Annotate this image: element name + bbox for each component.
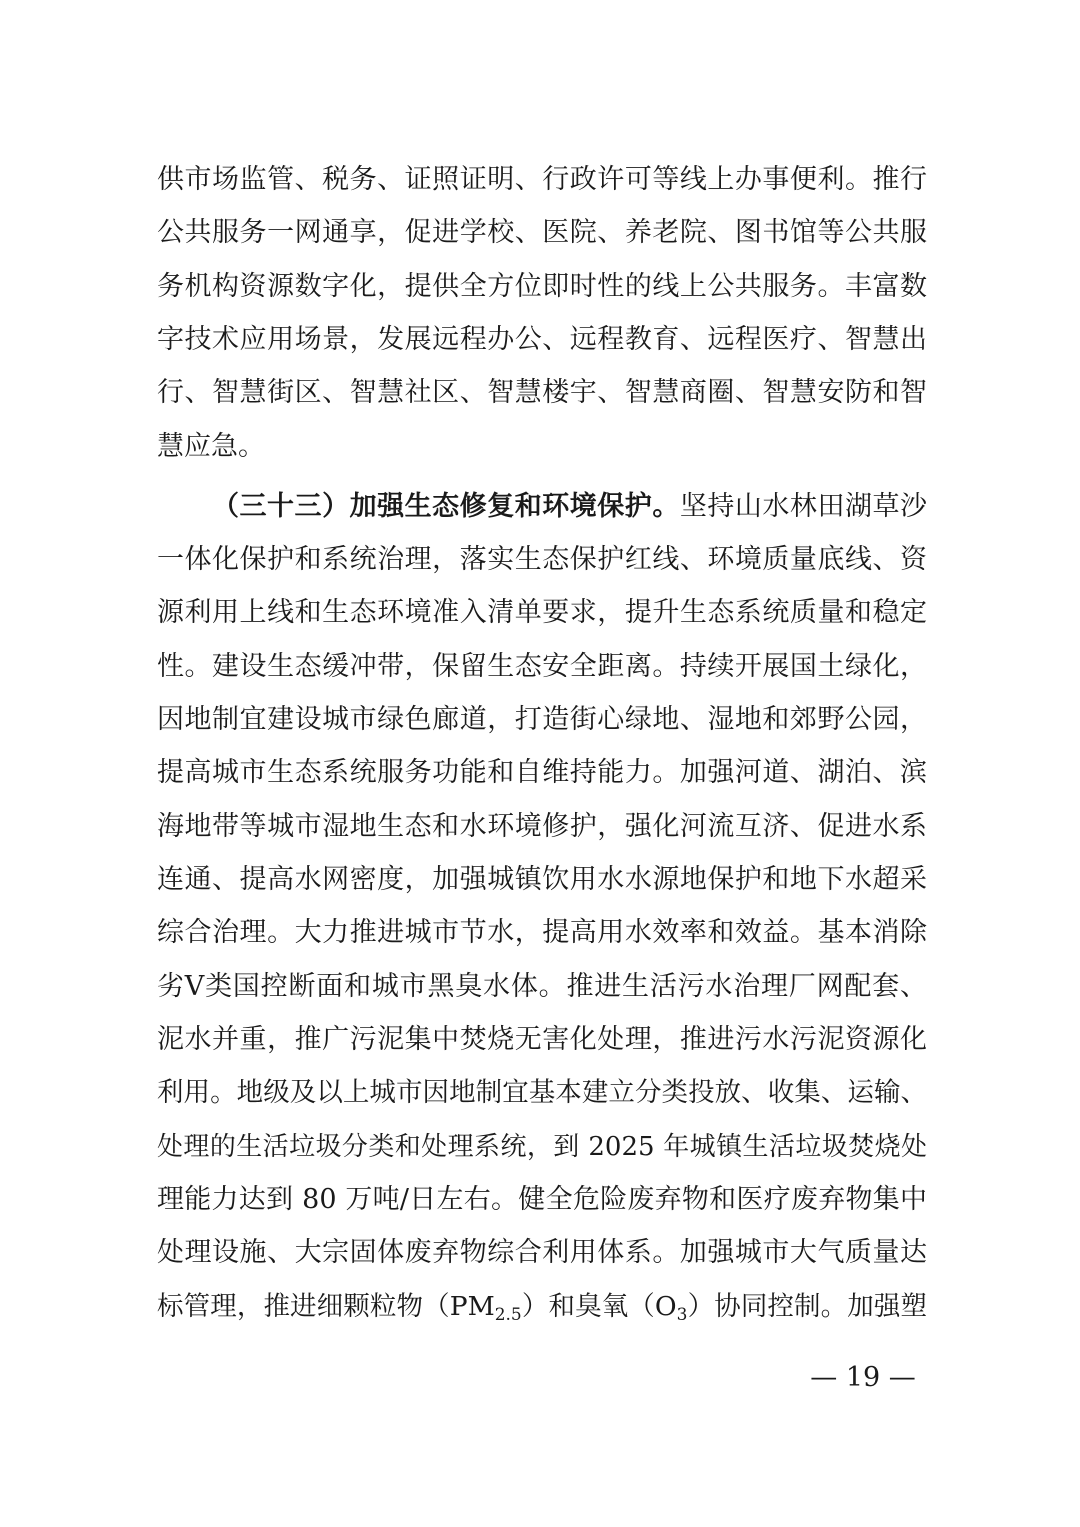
paragraph-2-line-1-rest: 坚持山水林田湖草沙	[679, 491, 928, 522]
last-line-part-3: ）协同控制。加强塑	[687, 1291, 927, 1322]
paragraph-2-line-13: 处理的生活垃圾分类和处理系统，到 2025 年城镇生活垃圾焚烧处	[157, 1132, 927, 1162]
page-number: — 19 —	[810, 1362, 916, 1393]
paragraph-1-line-4: 字技术应用场景，发展远程办公、远程教育、远程医疗、智慧出	[157, 324, 927, 355]
paragraph-2-line-12: 利用。地级及以上城市因地制宜基本建立分类投放、收集、运输、	[157, 1077, 927, 1108]
ozone-subscript: 3	[676, 1305, 688, 1325]
paragraph-1-line-1: 供市场监管、税务、证照证明、行政许可等线上办事便利。推行	[157, 164, 927, 195]
paragraph-2-line-9: 综合治理。大力推进城市节水，提高用水效率和效益。基本消除	[157, 917, 927, 948]
paragraph-2-line-4: 性。建设生态缓冲带，保留生态安全距离。持续开展国土绿化，	[157, 651, 927, 682]
paragraph-2-line-14: 理能力达到 80 万吨/日左右。健全危险废弃物和医疗废弃物集中	[157, 1184, 927, 1215]
paragraph-2-line-6: 提高城市生态系统服务功能和自维持能力。加强河道、湖泊、滨	[157, 757, 927, 788]
paragraph-2-line-10: 劣Ⅴ类国控断面和城市黑臭水体。推进生活污水治理厂网配套、	[157, 971, 927, 1002]
section-heading: （三十三）加强生态修复和环境保护。	[212, 491, 680, 522]
last-line-part-2: ）和臭氧（O	[521, 1291, 677, 1322]
paragraph-2-line-5: 因地制宜建设城市绿色廊道，打造街心绿地、湿地和郊野公园，	[157, 704, 927, 735]
paragraph-2-line-15: 处理设施、大宗固体废弃物综合利用体系。加强城市大气质量达	[157, 1237, 927, 1268]
paragraph-1-line-2: 公共服务一网通享，促进学校、医院、养老院、图书馆等公共服	[157, 217, 927, 248]
paragraph-2-line-1	[212, 487, 927, 527]
last-line-part-1: 标管理，推进细颗粒物（PM	[157, 1291, 495, 1322]
paragraph-1-line-6: 慧应急。	[157, 431, 265, 462]
paragraph-2-line-11: 泥水并重，推广污泥集中焚烧无害化处理，推进污水污泥资源化	[157, 1024, 927, 1055]
paragraph-2-line-7: 海地带等城市湿地生态和水环境修护，强化河流互济、促进水系	[157, 811, 927, 842]
paragraph-2-line-2: 一体化保护和系统治理，落实生态保护红线、环境质量底线、资	[157, 544, 927, 575]
pm-subscript: 2.5	[494, 1305, 522, 1325]
paragraph-1-line-5: 行、智慧街区、智慧社区、智慧楼宇、智慧商圈、智慧安防和智	[157, 377, 927, 408]
paragraph-2-line-16	[157, 1287, 927, 1327]
paragraph-1-line-3: 务机构资源数字化，提供全方位即时性的线上公共服务。丰富数	[157, 271, 927, 302]
paragraph-2-line-3: 源利用上线和生态环境准入清单要求，提升生态系统质量和稳定	[157, 597, 927, 628]
paragraph-2-line-8: 连通、提高水网密度，加强城镇饮用水水源地保护和地下水超采	[157, 864, 927, 895]
